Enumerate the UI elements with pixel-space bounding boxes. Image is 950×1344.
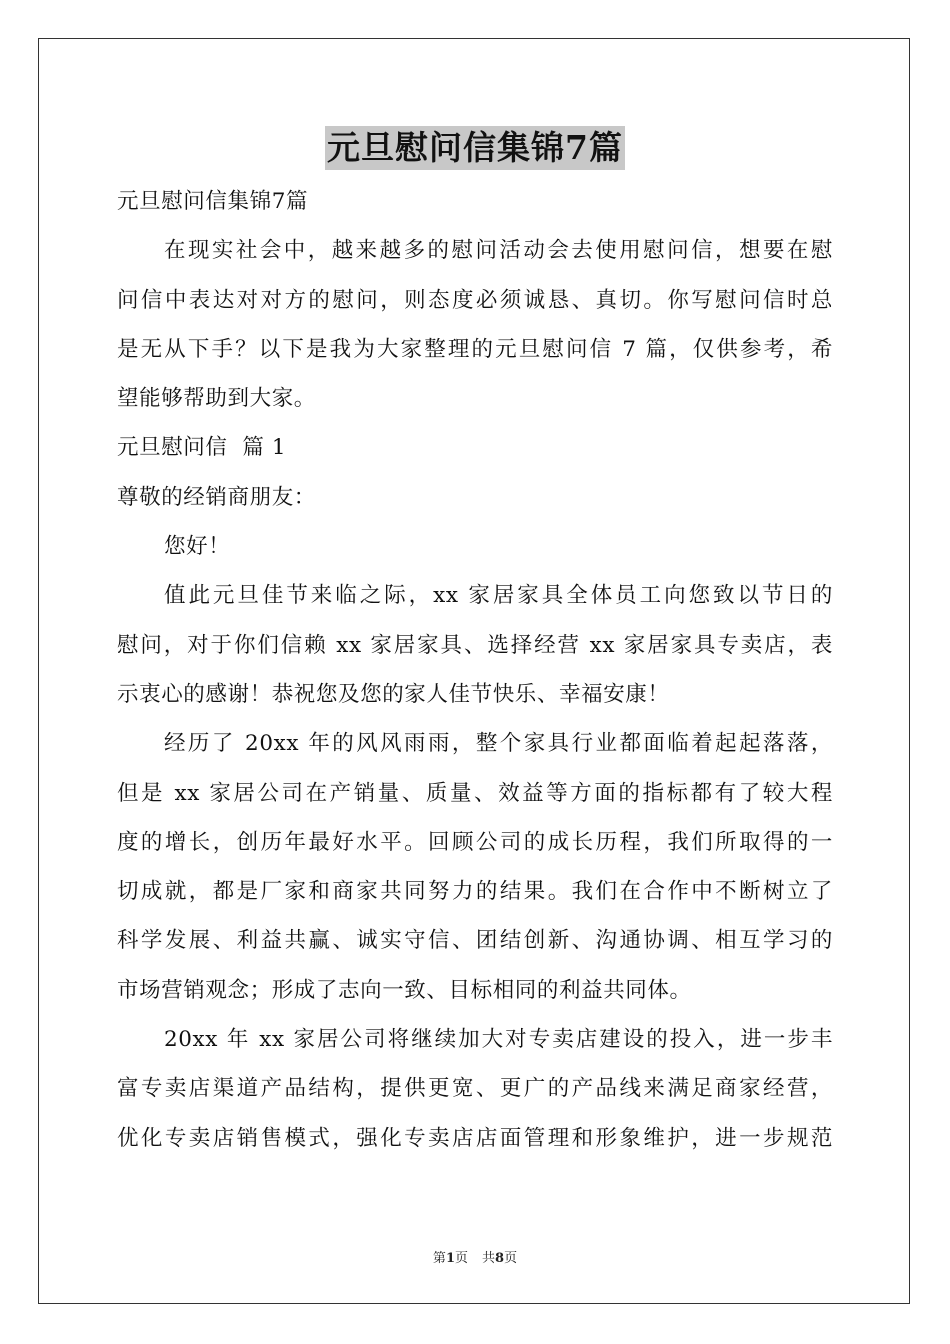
text-line: 富专卖店渠道产品结构，提供更宽、更广的产品线来满足商家经营， <box>117 1076 833 1102</box>
text-line: 切成就，都是厂家和商家共同努力的结果。我们在合作中不断树立了 <box>117 879 833 905</box>
text-line: 问信中表达对对方的慰问，则态度必须诚恳、真切。你写慰问信时总 <box>117 287 833 313</box>
total-prefix: 共 <box>482 1251 496 1266</box>
text-line: 经历了 20xx 年的风风雨雨，整个家具行业都面临着起起落落， <box>164 731 833 757</box>
paragraph-2 <box>117 719 833 1015</box>
page-footer <box>0 1247 950 1266</box>
paragraph-3 <box>117 1015 833 1163</box>
text-line: 优化专卖店销售模式，强化专卖店店面管理和形象维护，进一步规范 <box>117 1125 833 1151</box>
text-line: 示衷心的感谢！恭祝您及您的家人佳节快乐、幸福安康！ <box>117 681 670 707</box>
text-line: 度的增长，创历年最好水平。回顾公司的成长历程，我们所取得的一 <box>117 829 833 855</box>
section-heading: 元旦慰问信 篇 1 <box>117 435 287 461</box>
salutation: 尊敬的经销商朋友： <box>117 484 316 510</box>
text-line: 是无从下手？以下是我为大家整理的元旦慰问信 7 篇，仅供参考，希 <box>117 336 833 362</box>
total-suffix: 页 <box>504 1251 518 1266</box>
title-container <box>0 126 950 170</box>
intro-paragraph <box>117 226 833 423</box>
text-line: 慰问，对于你们信赖 xx 家居家具、选择经营 xx 家居家具专卖店，表 <box>117 632 833 658</box>
text-line: 值此元旦佳节来临之际，xx 家居家具全体员工向您致以节日的 <box>164 583 833 609</box>
text-line: 但是 xx 家居公司在产销量、质量、效益等方面的指标都有了较大程 <box>117 780 833 806</box>
page-suffix: 页 <box>454 1251 468 1266</box>
page-current: 1 <box>445 1251 455 1266</box>
document-title: 元旦慰问信集锦7篇 <box>325 126 625 170</box>
document-subtitle: 元旦慰问信集锦7篇 <box>117 189 309 214</box>
text-line: 在现实社会中，越来越多的慰问活动会去使用慰问信，想要在慰 <box>164 238 833 264</box>
paragraph-1 <box>117 571 833 719</box>
text-line: 市场营销观念；形成了志向一致、目标相同的利益共同体。 <box>117 977 692 1003</box>
text-line: 科学发展、利益共赢、诚实守信、团结创新、沟通协调、相互学习的 <box>117 928 833 954</box>
greeting: 您好！ <box>164 534 231 560</box>
document-body <box>117 177 833 1163</box>
text-line: 20xx 年 xx 家居公司将继续加大对专卖店建设的投入，进一步丰 <box>164 1027 833 1053</box>
page-prefix: 第 <box>432 1251 446 1266</box>
text-line: 望能够帮助到大家。 <box>117 386 316 412</box>
page-total: 8 <box>495 1251 505 1266</box>
